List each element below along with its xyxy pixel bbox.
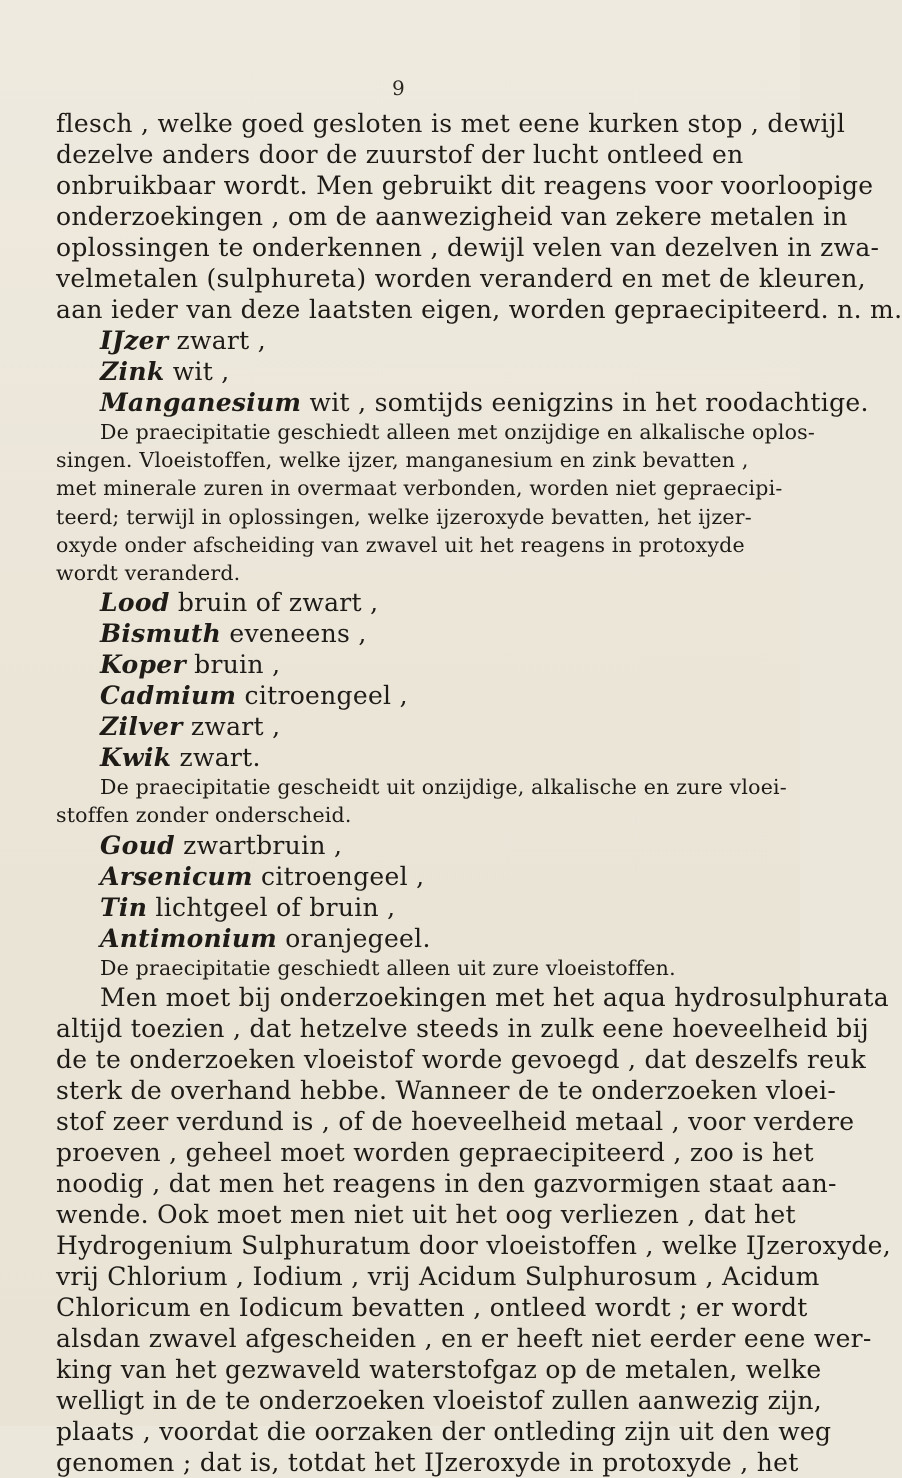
text-line (56, 680, 764, 711)
element-name: Koper (100, 650, 186, 680)
text-line (56, 649, 764, 680)
page-text (56, 108, 902, 1478)
element-name: Zilver (100, 712, 183, 742)
text-line (56, 830, 764, 861)
text-line (56, 711, 764, 742)
element-name: Manganesium (100, 388, 302, 417)
text-line: altijd toezien , dat hetzelve steeds in zulk eene hoeveelheid bij (56, 1013, 869, 1043)
element-description: zwartbruin , (174, 830, 343, 860)
text-line: wende. Ook moet men niet uit het oog verliezen , dat het (56, 1199, 796, 1229)
text-line (56, 892, 764, 923)
text-line: De praecipitatie geschiedt alleen met onzijdige en alkalische oplos- (100, 420, 816, 444)
text-line: onbruikbaar wordt. Men gebruikt dit reagens voor voorloopige (56, 171, 874, 200)
text-line: proeven , geheel moet worden gepraecipiteerd , zoo is het (56, 1137, 814, 1167)
text-line: onderzoekingen , om de aanwezigheid van zekere metalen in (56, 202, 848, 231)
element-description: lichtgeel of bruin , (147, 892, 396, 922)
text-line: genomen ; dat is, totdat het IJzeroxyde in protoxyde , het (56, 1447, 799, 1477)
element-description: wit , somtijds eenigzins in het roodachtige. (301, 388, 869, 417)
element-name: Bismuth (100, 619, 222, 649)
text-line (56, 356, 764, 387)
text-line: flesch , welke goed gesloten is met eene kurken stop , dewijl (56, 109, 846, 138)
text-line: met minerale zuren in overmaat verbonden, worden niet gepraecipi- (56, 476, 783, 501)
text-line: vrij Chlorium , Iodium , vrij Acidum Sulphurosum , Acidum (56, 1261, 820, 1291)
text-line: stof zeer verdund is , of de hoeveelheid metaal , voor verdere (56, 1106, 855, 1136)
text-line: Men moet bij onderzoekingen met het aqua hydrosulphurata (100, 982, 889, 1012)
text-line: sterk de overhand hebbe. Wanneer de te onderzoeken vloei- (56, 1075, 837, 1105)
element-name: Antimonium (100, 923, 278, 953)
text-line (56, 325, 764, 356)
text-line (56, 587, 764, 618)
element-name: Goud (100, 830, 175, 860)
text-line: plaats , voordat die oorzaken der ontleding zijn uit den weg (56, 1416, 832, 1446)
text-line: king van het gezwaveld waterstofgaz op de metalen, welke (56, 1354, 822, 1384)
text-line (56, 742, 764, 773)
element-name: Lood (100, 588, 170, 618)
element-name: IJzer (100, 326, 169, 355)
text-line: Chloricum en Iodicum bevatten , ontleed wordt ; er wordt (56, 1292, 808, 1322)
element-description: zwart , (182, 712, 281, 742)
text-line: De praecipitatie gescheidt uit onzijdige, alkalische en zure vloei- (100, 775, 787, 800)
page-number: 9 (392, 76, 405, 100)
text-line: oxyde onder afscheiding van zwavel uit het reagens in protoxyde (56, 532, 745, 557)
element-description: bruin , (185, 650, 281, 680)
text-line: alsdan zwavel afgescheiden , en er heeft niet eerder eene wer- (56, 1323, 872, 1353)
element-description: zwart , (168, 326, 267, 355)
element-description: wit , (164, 357, 230, 386)
element-name: Cadmium (100, 681, 237, 711)
element-description: citroengeel , (252, 861, 425, 891)
text-line (56, 923, 764, 954)
text-line (56, 618, 764, 649)
text-line: aan ieder van deze laatsten eigen, worden gepraecipiteerd. n. m. (56, 295, 902, 324)
element-name: Kwik (100, 743, 172, 773)
text-line (56, 861, 764, 892)
text-line: velmetalen (sulphureta) worden veranderd en met de kleuren, (56, 264, 866, 293)
text-line: dezelve anders door de zuurstof der lucht ontleed en (56, 140, 744, 169)
text-line: stoffen zonder onderscheid. (56, 803, 352, 828)
element-name: Zink (100, 357, 165, 386)
text-line: welligt in de te onderzoeken vloeistof zullen aanwezig zijn, (56, 1385, 823, 1415)
text-line: oplossingen te onderkennen , dewijl velen van dezelven in zwa- (56, 233, 880, 262)
element-description: eveneens , (221, 619, 367, 649)
element-description: zwart. (171, 743, 261, 773)
text-line: singen. Vloeistoffen, welke ijzer, manganesium en zink bevatten , (56, 448, 749, 473)
element-description: citroengeel , (236, 681, 408, 711)
text-line (56, 387, 869, 418)
element-description: bruin of zwart , (169, 588, 379, 618)
text-line: teerd; terwijl in oplossingen, welke ijzeroxyde bevatten, het ijzer- (56, 504, 752, 529)
text-line: Hydrogenium Sulphuratum door vloeistoffen , welke IJzeroxyde, (56, 1230, 892, 1260)
text-line: wordt veranderd. (56, 561, 241, 586)
text-line: noodig , dat men het reagens in den gazvormigen staat aan- (56, 1168, 837, 1198)
text-line: De praecipitatie geschiedt alleen uit zure vloeistoffen. (100, 955, 676, 980)
text-line: de te onderzoeken vloeistof worde gevoegd , dat deszelfs reuk (56, 1044, 867, 1074)
element-name: Arsenicum (100, 861, 253, 891)
element-description: oranjegeel. (277, 923, 431, 953)
element-name: Tin (100, 892, 148, 922)
